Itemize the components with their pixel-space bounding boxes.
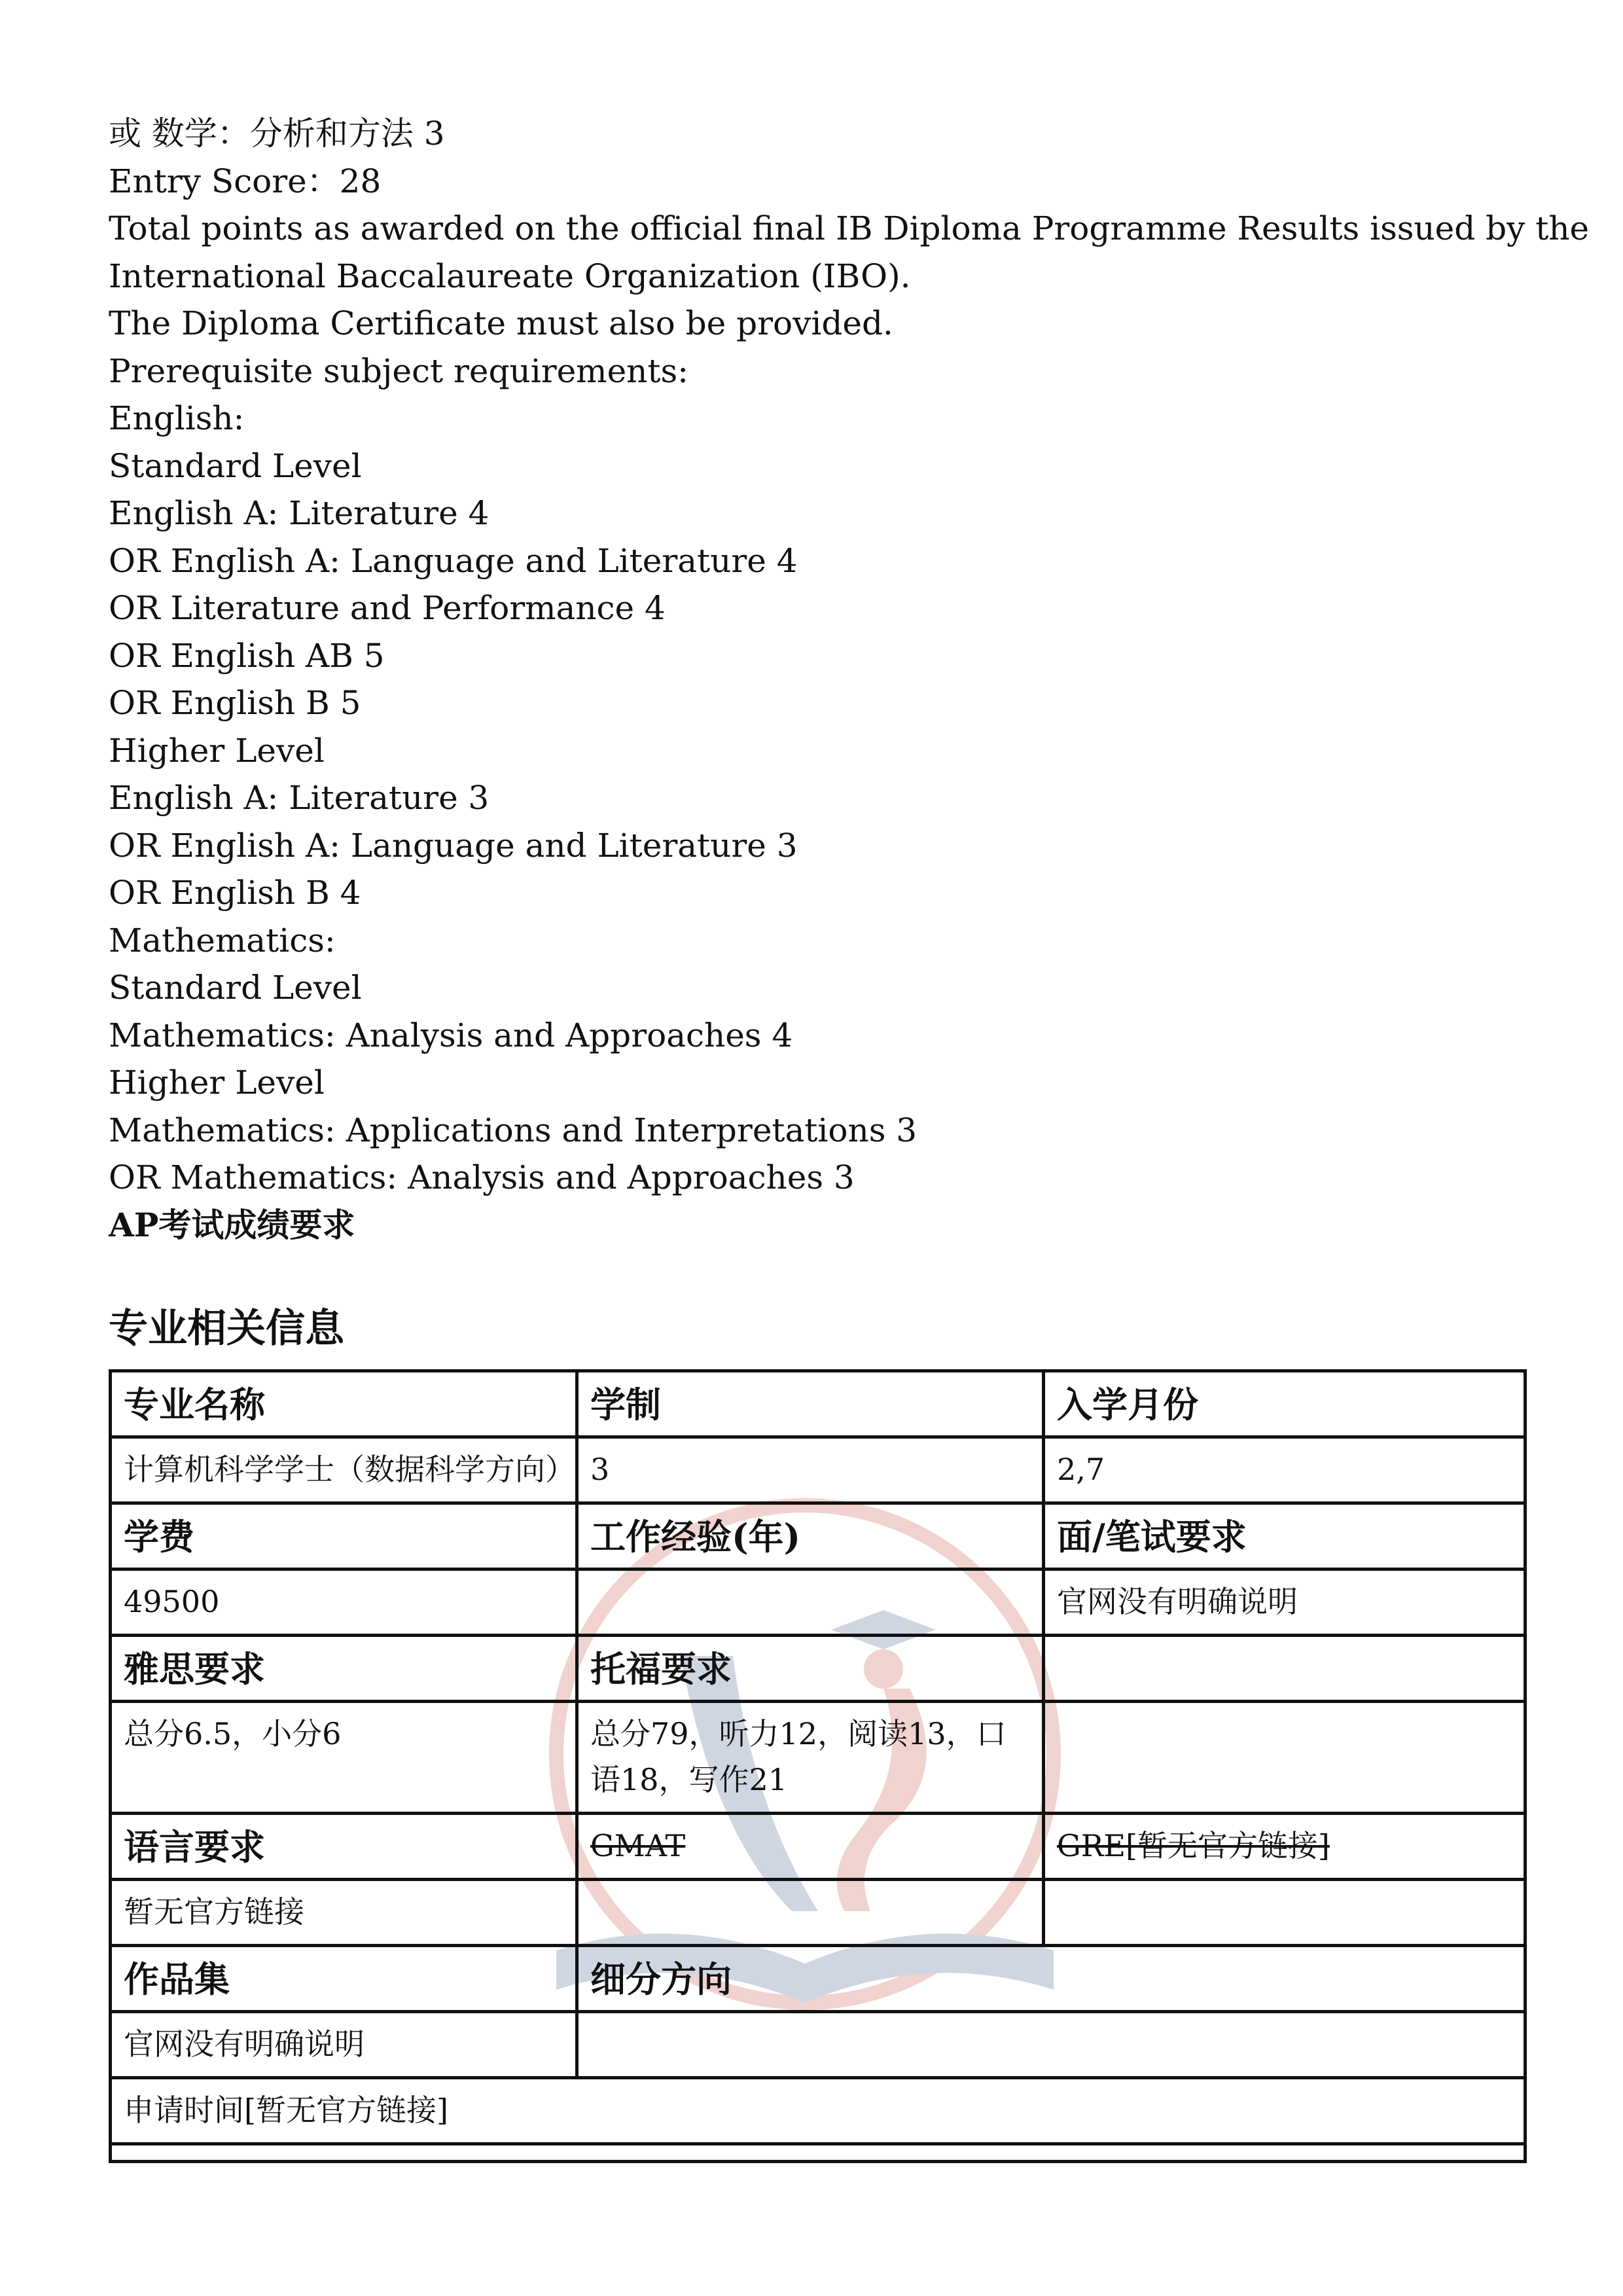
intro-line: OR English B 4 (109, 874, 361, 912)
intro-line: OR Mathematics: Analysis and Approaches 3 (109, 1158, 855, 1196)
intro-line: The Diploma Certificate must also be provided. (109, 304, 893, 342)
intro-line: Prerequisite subject requirements: (109, 351, 688, 390)
intro-line: OR English B 5 (109, 684, 361, 722)
work-exp-value (577, 1570, 1044, 1636)
program-info-table (109, 1369, 1527, 2163)
intro-line: International Baccalaureate Organization (IBO). (109, 257, 911, 295)
intro-line: English A: Literature 3 (109, 779, 490, 817)
ap-heading: AP考试成绩要求 (109, 1205, 355, 1244)
portfolio-label: 作品集 (111, 1946, 577, 2012)
tuition-value: 49500 (111, 1570, 577, 1636)
intro-line: English: (109, 399, 245, 437)
intro-line: Entry Score：28 (109, 162, 382, 200)
intro-line: Total points as awarded on the official final IB Diploma Programme Results issued by the (109, 209, 1590, 247)
intro-line: Standard Level (109, 446, 362, 485)
intro-line: 或 数学：分析和方法 3 (109, 115, 445, 152)
toefl-value: 总分79，听力12，阅读13，口语18，写作21 (577, 1702, 1044, 1814)
empty-cell (577, 1880, 1044, 1946)
portfolio-value: 官网没有明确说明 (111, 2012, 577, 2078)
empty-cell (1044, 1636, 1525, 1702)
gre-label: GRE[暂无官方链接] (1044, 1814, 1525, 1880)
interview-value: 官网没有明确说明 (1044, 1570, 1525, 1636)
intro-line: Mathematics: (109, 921, 336, 960)
intake-label: 入学月份 (1044, 1371, 1525, 1437)
language-label: 语言要求 (111, 1814, 577, 1880)
intro-line: English A: Literature 4 (109, 494, 490, 532)
major-name-value: 计算机科学学士（数据科学方向） (111, 1437, 577, 1503)
language-value: 暂无官方链接 (111, 1880, 577, 1946)
table-footer-row (111, 2144, 1525, 2162)
empty-cell (1044, 1702, 1525, 1814)
major-name-label: 专业名称 (111, 1371, 577, 1437)
intro-line: OR English A: Language and Literature 4 (109, 541, 798, 580)
section-title: 专业相关信息 (109, 1306, 344, 1352)
document-page (109, 110, 1590, 2163)
duration-value: 3 (577, 1437, 1044, 1503)
gmat-label: GMAT (577, 1814, 1044, 1880)
tuition-label: 学费 (111, 1503, 577, 1570)
toefl-label: 托福要求 (577, 1636, 1044, 1702)
intro-line: Mathematics: Applications and Interpretations 3 (109, 1111, 918, 1149)
ib-requirements-text (109, 110, 1590, 1249)
duration-label: 学制 (577, 1371, 1044, 1437)
intro-line: OR Literature and Performance 4 (109, 589, 666, 627)
ielts-value: 总分6.5，小分6 (111, 1702, 577, 1814)
application-time: 申请时间[暂无官方链接] (111, 2078, 1525, 2144)
ielts-label: 雅思要求 (111, 1636, 577, 1702)
intake-value: 2,7 (1044, 1437, 1525, 1503)
intro-line: Higher Level (109, 1064, 325, 1102)
intro-line: Mathematics: Analysis and Approaches 4 (109, 1016, 793, 1054)
intro-line: Standard Level (109, 969, 362, 1007)
specialization-label: 细分方向 (577, 1946, 1525, 2012)
intro-line: Higher Level (109, 731, 325, 770)
interview-label: 面/笔试要求 (1044, 1503, 1525, 1570)
empty-cell (1044, 1880, 1525, 1946)
intro-line: OR English A: Language and Literature 3 (109, 826, 798, 865)
intro-line: OR English AB 5 (109, 636, 385, 675)
work-exp-label: 工作经验(年) (577, 1503, 1044, 1570)
specialization-value (577, 2012, 1525, 2078)
